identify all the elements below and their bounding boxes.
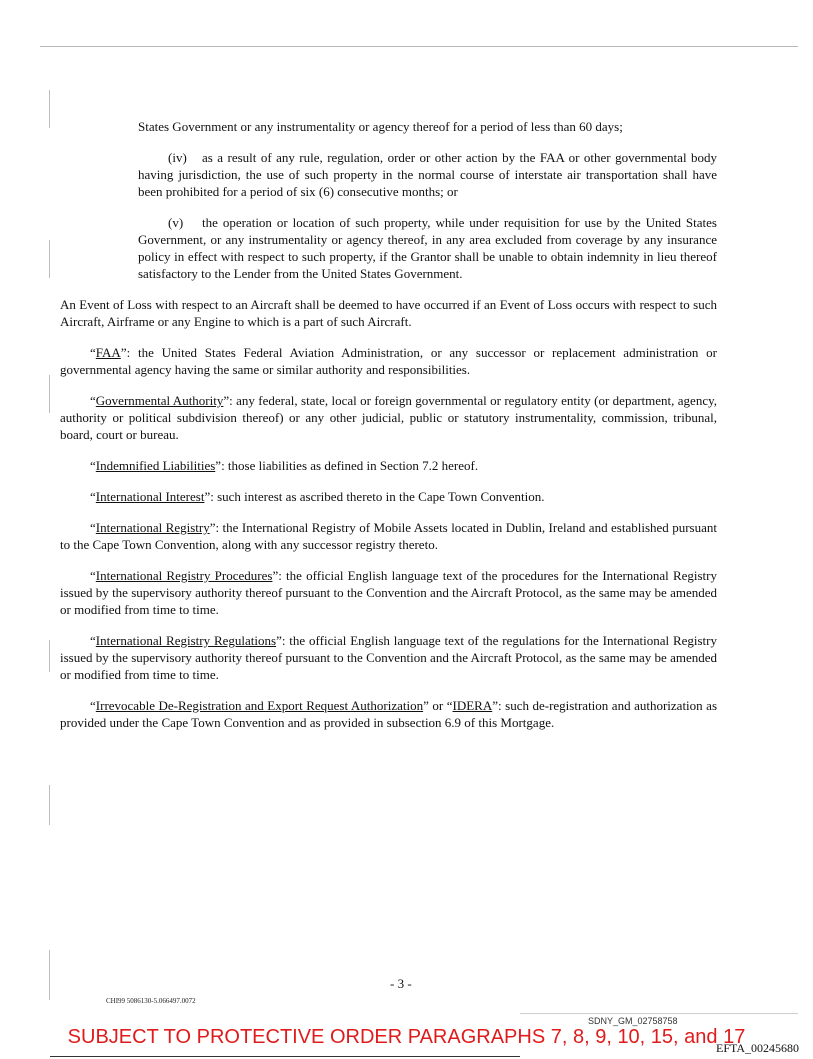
definition-idera: “Irrevocable De-Registration and Export Request Authorization” or “IDERA”: such de-registration and authorization as provided under the Cape Town Convention and as provided in subsection 6.9 of this Mortgage.: [60, 698, 718, 730]
defined-term: FAA: [95, 345, 121, 360]
defined-term: Irrevocable De-Registration and Export Request Authorization: [95, 698, 424, 713]
top-divider-gap: [22, 46, 40, 47]
definition-text: : the official English language text of the regulations for the International Registry issued by the supervisory authority thereof pursuant to the Convention and the Aircraft Protocol, as the same may be amended or modified from time to time.: [60, 633, 717, 682]
page-number: - 3 -: [390, 976, 412, 991]
definition-international-registry-regulations: “International Registry Regulations”: the official English language text of the regulations for the International Registry issued by the supervisory authority thereof pursuant to the Convention and the Aircraft Protocol, as the same may be amended or modified from time to time.: [60, 633, 717, 682]
margin-scan-mark: [49, 785, 50, 825]
defined-term: IDERA: [452, 698, 493, 713]
document-body: [60, 118, 718, 745]
definition-text: : the United States Federal Aviation Administration, or any successor or replacement administration or governmental agency having the same or similar authority and responsibilities.: [60, 345, 717, 377]
margin-scan-mark: [49, 640, 50, 672]
definition-text: : the International Registry of Mobile Assets located in Dublin, Ireland and established pursuant to the Cape Town Convention, along with any successor registry thereto.: [60, 520, 717, 552]
definition-governmental-authority: “Governmental Authority”: any federal, state, local or foreign governmental or regulatory entity (or department, agency, authority or political subdivision thereof) or any other judicial, public or statutory instrumentality, commission, tribunal, board, court or bureau.: [60, 393, 717, 442]
definition-indemnified-liabilities: “Indemnified Liabilities”: those liabilities as defined in Section 7.2 hereof.: [90, 458, 479, 473]
footer-bates-rule: [520, 1013, 798, 1014]
protective-order-notice: SUBJECT TO PROTECTIVE ORDER PARAGRAPHS 7, 8, 9, 10, 15, and 17: [67, 1026, 746, 1048]
defined-term: International Interest: [95, 489, 205, 504]
definition-text: : the official English language text of the procedures for the International Registry issued by the supervisory authority thereof pursuant to the Convention and the Aircraft Protocol, as the same may be amended or modified from time to time.: [60, 568, 717, 617]
defined-term: Indemnified Liabilities: [95, 458, 216, 473]
definition-international-registry-procedures: “International Registry Procedures”: the official English language text of the procedures for the International Registry issued by the supervisory authority thereof pursuant to the Convention and the Aircraft Protocol, as the same may be amended or modified from time to time.: [60, 568, 717, 617]
clause-number: (v): [168, 215, 184, 230]
defined-term: International Registry: [95, 520, 210, 535]
definition-text: : such de-registration and authorization as provided under the Cape Town Convention and as provided in subsection 6.9 of this Mortgage.: [60, 698, 718, 730]
defined-term: Governmental Authority: [95, 393, 224, 408]
margin-scan-mark: [49, 950, 50, 1000]
defined-term: International Registry Regulations: [95, 633, 277, 648]
document-code: CHI99 5086130-5.066497.0072: [106, 997, 196, 1005]
clause-text: the operation or location of such property, while under requisition for use by the United States Government, or any instrumentality or agency thereof, in any area excluded from coverage by any insurance policy in effect with respect to such property, if the Grantor shall be unable to obtain indemnity in lieu thereof satisfactory to the Lender from the United States Government.: [138, 215, 717, 281]
efta-identifier: EFTA_00245680: [716, 1041, 800, 1055]
definition-text: : those liabilities as defined in Section 7.2 hereof.: [221, 458, 479, 473]
footer-bates-number: SDNY_GM_02758758: [588, 1016, 678, 1026]
definition-faa: “FAA”: the United States Federal Aviation Administration, or any successor or replacement administration or governmental agency having the same or similar authority and responsibilities.: [60, 345, 717, 377]
definition-international-interest: “International Interest”: such interest as ascribed thereto in the Cape Town Convention.: [90, 489, 545, 504]
definition-international-registry: “International Registry”: the International Registry of Mobile Assets located in Dublin, Ireland and established pursuant to the Cape Town Convention, along with any successor registry thereto.: [60, 520, 717, 552]
definition-text: : any federal, state, local or foreign governmental or regulatory entity (or department, agency, authority or political subdivision thereof) or any other judicial, public or statutory instrumentality, commission, tribunal, board, court or bureau.: [60, 393, 717, 442]
margin-scan-mark: [49, 240, 50, 278]
clause-text: as a result of any rule, regulation, order or other action by the FAA or other governmental body having jurisdiction, the use of such property in the normal course of interstate air transportation shall have been prohibited for a period of six (6) consecutive months; or: [138, 150, 717, 199]
event-of-loss-paragraph: An Event of Loss with respect to an Aircraft shall be deemed to have occurred if an Event of Loss occurs with respect to such Aircraft, Airframe or any Engine to which is a part of such Aircraft.: [60, 297, 717, 329]
margin-scan-mark: [49, 375, 50, 413]
bottom-divider: [50, 1056, 520, 1057]
defined-term: International Registry Procedures: [95, 568, 273, 583]
paragraph-continuation: States Government or any instrumentality or agency thereof for a period of less than 60 days;: [138, 119, 623, 134]
clause-v: [108, 214, 717, 282]
margin-scan-mark: [49, 90, 50, 128]
clause-iv: [108, 149, 717, 200]
top-divider: [22, 46, 798, 47]
clause-number: (iv): [168, 150, 187, 165]
definition-text: : such interest as ascribed thereto in the Cape Town Convention.: [210, 489, 545, 504]
